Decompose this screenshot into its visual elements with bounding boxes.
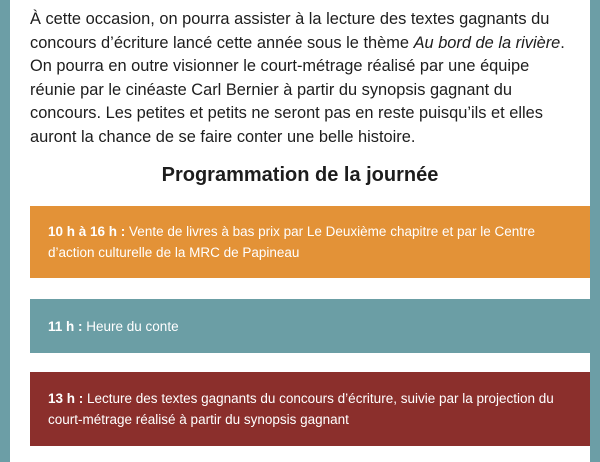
program-item-description: Heure du conte (82, 318, 179, 334)
intro-text-start: À cette occasion, on pourra assister à la lecture des textes gagnants du concours d’écriture lancé cette année sous le thème (30, 10, 550, 52)
program-item-text (48, 316, 179, 337)
content-card (10, 0, 590, 462)
program-item-description: Vente de livres à bas prix par Le Deuxième chapitre et par le Centre d’action culturelle de la MRC de Papineau (48, 224, 536, 260)
program-title: Programmation de la journée (161, 164, 439, 186)
program-item-book-sale (30, 206, 590, 278)
program-item-description: Lecture des textes gagnants du concours d’écriture, suivie par la projection du court-métrage réalisé à partir du synopsis gagnant (48, 391, 554, 427)
program-item-story-hour (30, 299, 590, 353)
program-item-time: 13 h : (48, 391, 84, 406)
program-item-reading-screening (30, 372, 590, 446)
contest-theme: Au bord de la rivière (413, 33, 561, 52)
intro-paragraph (30, 8, 578, 149)
program-item-text (48, 388, 576, 430)
program-item-time: 10 h à 16 h : (48, 224, 126, 239)
program-item-text (48, 221, 576, 263)
program-item-time: 11 h : (48, 318, 83, 334)
intro-text-end: . On pourra en outre visionner le court-métrage réalisé par une équipe réunie par le cinéaste Carl Bernier à partir du synopsis gagnant du concours. Les petites et petits ne seront pas en reste puisqu’ils et elles auront la chance de se faire conter une belle histoire. (30, 33, 565, 146)
